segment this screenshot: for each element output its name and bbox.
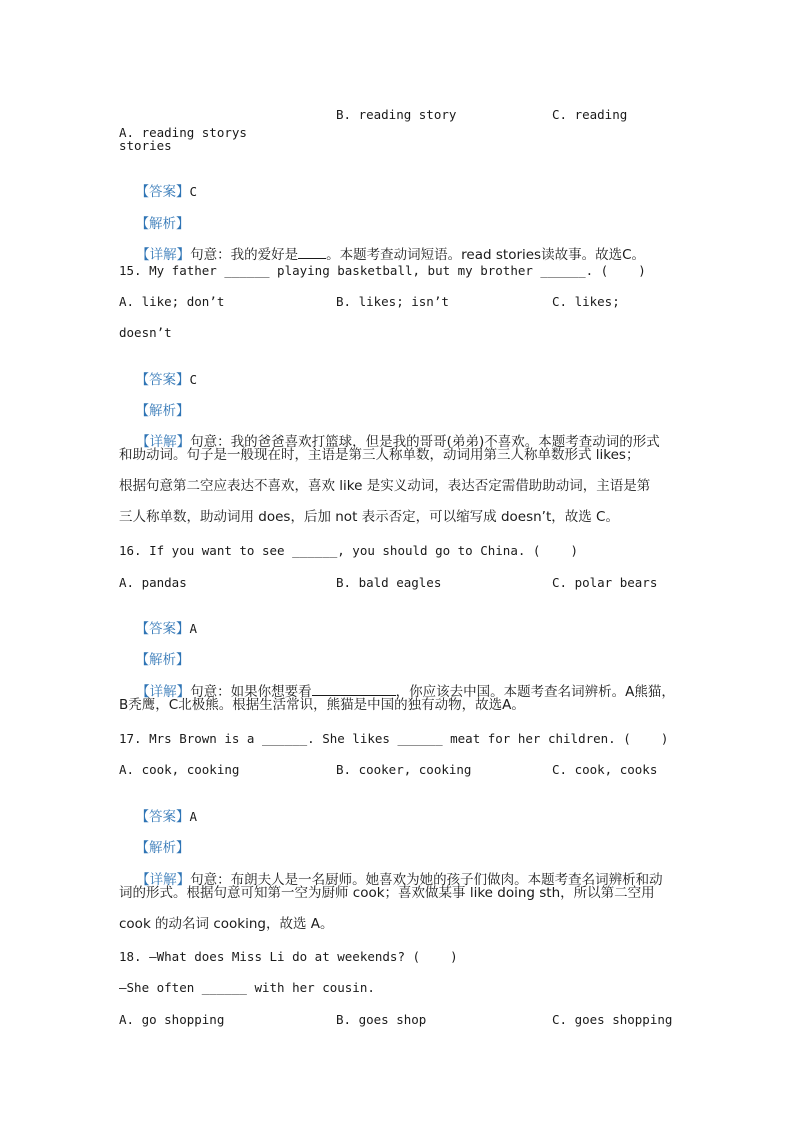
answer-tag: 【答案】 — [135, 809, 190, 825]
analysis-tag: 【解析】 — [135, 652, 190, 668]
detail-text: 。本题考查动词短语。read stories读故事。故选C。 — [326, 247, 646, 263]
q17-detail-line-2: 词的形式。根据句意可知第一空为厨师 cook；喜欢做某事 like doing sth，所以第二空用 — [119, 885, 655, 901]
q16-stem: 16. If you want to see ______, you should go to China. ( ) — [119, 543, 579, 558]
q16-option-a: A. pandas — [119, 575, 187, 590]
q17-option-a: A. cook, cooking — [119, 762, 240, 777]
q16-option-b: B. bald eagles — [336, 575, 442, 590]
q15-option-a: A. like; don’t — [119, 294, 225, 309]
analysis-tag: 【解析】 — [135, 216, 190, 232]
answer-tag: 【答案】 — [135, 621, 190, 637]
q16-detail-line-2: B秃鹰，C北极熊。根据生活常识，熊猫是中国的独有动物，故选A。 — [119, 697, 525, 713]
q18-reply: —She often ______ with her cousin. — [119, 980, 375, 995]
q17-option-c: C. cook, cooks — [552, 762, 658, 777]
detail-text: 句意：我的爱好是 — [190, 247, 299, 263]
q15-detail-line-3: 根据句意第二空应表达不喜欢，喜欢 like 是实义动词，表达否定需借助助动词，主语是第 — [119, 478, 651, 494]
q18-option-b: B. goes shop — [336, 1012, 427, 1027]
q17-stem: 17. Mrs Brown is a ______. She likes ______ meat for her children. ( ) — [119, 731, 669, 746]
analysis-tag: 【解析】 — [135, 403, 190, 419]
q14-option-c: C. reading — [552, 107, 628, 122]
answer-tag: 【答案】 — [135, 184, 190, 200]
q18-stem: 18. —What does Miss Li do at weekends? ( ) — [119, 949, 458, 964]
q18-option-a: A. go shopping — [119, 1012, 225, 1027]
detail-text: 句意：我的爸爸喜欢打篮球，但是我的哥哥(弟弟)不喜欢。本题考查动词的形式 — [190, 434, 660, 450]
answer-value: C — [189, 372, 198, 387]
detail-tag: 【详解】 — [136, 434, 191, 450]
q14-option-a: A. reading storys — [119, 125, 247, 140]
q14-option-c-continued: stories — [119, 138, 172, 153]
detail-tag: 【详解】 — [136, 247, 191, 263]
q15-detail-line-2: 和助动词。句子是一般现在时，主语是第三人称单数，动词用第三人称单数形式 likes； — [119, 447, 640, 463]
q15-option-c-continued: doesn’t — [119, 325, 172, 340]
q17-option-b: B. cooker, cooking — [336, 762, 472, 777]
answer-blank — [298, 246, 326, 259]
q16-option-c: C. polar bears — [552, 575, 658, 590]
detail-text: 句意：布朗夫人是一名厨师。她喜欢为她的孩子们做肉。本题考查名词辨析和动 — [190, 872, 663, 888]
answer-value: C — [189, 184, 198, 199]
q14-option-b: B. reading story — [336, 107, 457, 122]
answer-value: A — [189, 809, 198, 824]
q17-detail-line-3: cook 的动名词 cooking，故选 A。 — [119, 916, 334, 932]
answer-value: A — [189, 621, 198, 636]
q15-stem: 15. My father ______ playing basketball, but my brother ______. ( ) — [119, 263, 646, 278]
detail-tag: 【详解】 — [136, 684, 191, 700]
q18-option-c: C. goes shopping — [552, 1012, 673, 1027]
q15-option-c: C. likes; — [552, 294, 620, 309]
answer-blank — [312, 683, 396, 696]
q15-option-b: B. likes; isn’t — [336, 294, 449, 309]
detail-text: 句意：如果你想要看 — [190, 684, 312, 700]
detail-tag: 【详解】 — [136, 872, 191, 888]
analysis-tag: 【解析】 — [135, 840, 190, 856]
answer-tag: 【答案】 — [135, 372, 190, 388]
q15-detail-line-4: 三人称单数，助动词用 does，后加 not 表示否定，可以缩写成 doesn’t，故选 C。 — [119, 509, 619, 525]
detail-text: ，你应该去中国。本题考查名词辨析。A熊猫， — [395, 684, 675, 700]
